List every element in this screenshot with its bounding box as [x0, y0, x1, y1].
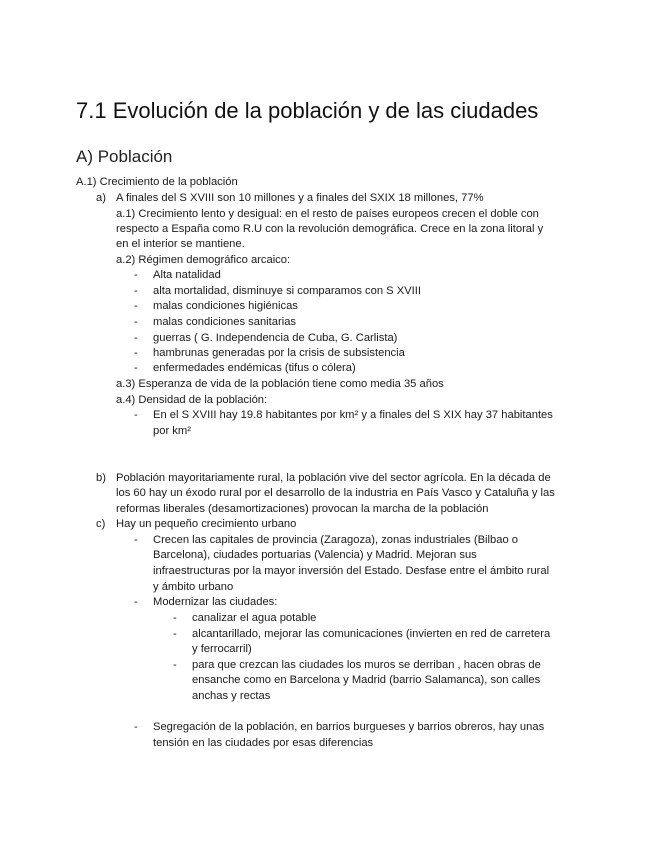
crecen-line-3: infraestructuras por la mayor inversión del Estado. Desfase entre el ámbito rural — [153, 565, 550, 577]
a1-line-1: a.1) Crecimiento lento y desigual: en el resto de países europeos crecen el doble con — [116, 208, 539, 220]
a2-heading: a.2) Régimen demográfico arcaico: — [116, 254, 291, 266]
segregacion-line-1: Segregación de la población, en barrios burgueses y barrios obreros, hay unas — [153, 721, 545, 733]
sub-item-ensanche-1: para que crezcan las ciudades los muros se derriban , hacen obras de — [192, 659, 541, 671]
modernizar-line: Modernizar las ciudades: — [153, 596, 278, 608]
list-marker-b: b) — [96, 472, 106, 484]
dash-marker: - — [134, 332, 138, 344]
dash-marker: - — [134, 300, 138, 312]
dash-marker: - — [134, 347, 138, 359]
a2-item: alta mortalidad, disminuye si comparamos con S XVIII — [153, 285, 421, 297]
a2-item: enfermedades endémicas (tifus o cólera) — [153, 362, 356, 374]
item-a-lead: A finales del S XVIII son 10 millones y a finales del SXIX 18 millones, 77% — [116, 192, 484, 204]
dash-marker: - — [134, 596, 138, 608]
item-b-line-2: los 60 hay un éxodo rural por el desarrollo de la industria en País Vasco y Cataluña y las — [116, 487, 555, 499]
a2-item: malas condiciones higiénicas — [153, 300, 298, 312]
a1-line-3: en el interior se mantiene. — [116, 238, 245, 250]
list-marker-c: c) — [96, 518, 106, 530]
dash-marker: - — [134, 316, 138, 328]
dash-marker: - — [173, 628, 177, 640]
a2-item: guerras ( G. Independencia de Cuba, G. Carlista) — [153, 332, 398, 344]
a4-heading: a.4) Densidad de la población: — [116, 394, 268, 406]
item-b-line-1: Población mayoritariamente rural, la población vive del sector agrícola. En la década de — [116, 472, 551, 484]
item-b-line-3: reformas liberales (desamortizaciones) provocan la marcha de la población — [116, 503, 489, 515]
dash-marker: - — [134, 362, 138, 374]
dash-marker: - — [173, 612, 177, 624]
a4-item-line-2: por km² — [153, 425, 191, 437]
list-marker-a: a) — [96, 192, 106, 204]
sub-item-alcantarillado-2: y ferrocarril) — [192, 643, 252, 655]
a4-item-line-1: En el S XVIII hay 19.8 habitantes por km² y a finales del S XIX hay 37 habitantes — [153, 409, 553, 421]
dash-marker: - — [134, 269, 138, 281]
segregacion-line-2: tensión en las ciudades por esas diferencias — [153, 737, 374, 749]
sub-item-agua: canalizar el agua potable — [192, 612, 317, 624]
a3-line: a.3) Esperanza de vida de la población tiene como media 35 años — [116, 378, 444, 390]
dash-marker: - — [173, 659, 177, 671]
dash-marker: - — [134, 285, 138, 297]
sub-item-ensanche-2: ensanche como en Barcelona y Madrid (barrio Salamanca), son calles — [192, 674, 541, 686]
sub-item-ensanche-3: anchas y rectas — [192, 690, 271, 702]
item-c-lead: Hay un pequeño crecimiento urbano — [116, 518, 297, 530]
a2-item: hambrunas generadas por la crisis de subsistencia — [153, 347, 405, 359]
dash-marker: - — [134, 721, 138, 733]
crecen-line-2: Barcelona), ciudades portuarias (Valencia) y Madrid. Mejoran sus — [153, 549, 477, 561]
section-heading: A) Población — [76, 147, 173, 166]
page-title: 7.1 Evolución de la población y de las ciudades — [76, 98, 539, 123]
sub-item-alcantarillado-1: alcantarillado, mejorar las comunicaciones (invierten en red de carretera — [192, 628, 551, 640]
a2-item: Alta natalidad — [153, 269, 221, 281]
crecen-line-4: y ámbito urbano — [153, 581, 234, 593]
crecen-line-1: Crecen las capitales de provincia (Zaragoza), zonas industriales (Bilbao o — [153, 534, 519, 546]
a1-line-2: respecto a España como R.U con la revolución demográfica. Crece en la zona litoral y — [116, 223, 544, 235]
a2-item: malas condiciones sanitarias — [153, 316, 297, 328]
subsection-heading: A.1) Crecimiento de la población — [76, 176, 238, 188]
dash-marker: - — [134, 409, 138, 421]
dash-marker: - — [134, 534, 138, 546]
